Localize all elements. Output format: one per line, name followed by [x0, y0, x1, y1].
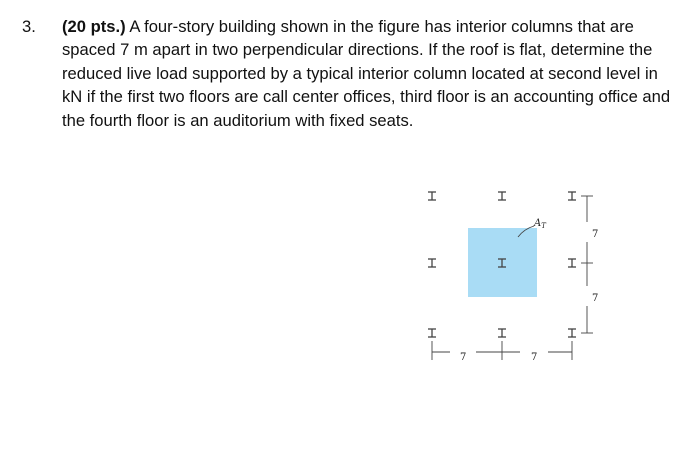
problem-number: 3.	[22, 17, 36, 36]
problem-text: A four-story building shown in the figure has interior columns that are spaced 7 m apart in two perpendicular directions. If the roof is flat, determine the reduced live load supported by a typical interior column located at second level in kN if the first two floors are call center offices, third floor is an accounting office and the fourth floor is an auditorium with fixed seats.	[62, 17, 671, 130]
dimension-right-top: 7	[592, 229, 599, 240]
problem-body	[62, 15, 682, 132]
column-symbol	[428, 192, 436, 200]
dimension-right-bottom: 7	[592, 293, 599, 304]
area-label-subscript: T	[541, 222, 546, 230]
horizontal-dimension-lines	[432, 341, 572, 360]
vertical-dimension-lines	[581, 196, 593, 333]
column-symbol	[428, 329, 436, 337]
column-layout-figure	[400, 180, 630, 370]
columns	[428, 192, 576, 337]
problem-statement	[22, 15, 682, 132]
column-symbol	[498, 192, 506, 200]
dimension-bottom-right: 7	[531, 352, 538, 363]
area-label-main: A	[534, 218, 542, 229]
column-symbol	[568, 259, 576, 267]
column-symbol	[428, 259, 436, 267]
column-symbol	[568, 192, 576, 200]
area-label	[533, 218, 547, 230]
problem-points: (20 pts.)	[62, 17, 126, 36]
column-grid-diagram	[400, 180, 630, 370]
column-symbol	[498, 329, 506, 337]
column-symbol	[568, 329, 576, 337]
dimension-bottom-left: 7	[460, 352, 467, 363]
